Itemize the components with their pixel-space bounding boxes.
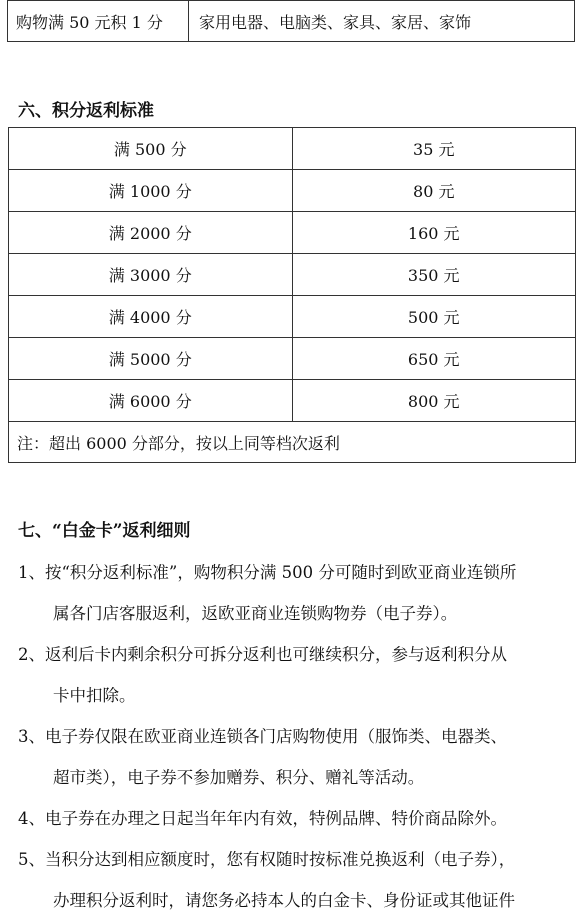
- threshold-cell: 满 5000 分: [9, 338, 293, 380]
- rule-item-line: 1、按“积分返利标准”，购物积分满 500 分可随时到欧亚商业连锁所: [18, 563, 517, 582]
- category-cell: 家用电器、电脑类、家具、家居、家饰: [189, 1, 575, 42]
- rule-item-line: 2、返利后卡内剩余积分可拆分返利也可继续积分，参与返利积分从: [18, 645, 507, 664]
- rule-item-line: 属各门店客服返利，返欧亚商业连锁购物券（电子券）。: [53, 604, 458, 623]
- rule-item-line: 5、当积分达到相应额度时，您有权随时按标准兑换返利（电子券），: [18, 850, 516, 869]
- table-row: [9, 254, 576, 296]
- rebate-cell: 350 元: [292, 254, 576, 296]
- table-row: [9, 296, 576, 338]
- rule-item-3: [18, 716, 574, 798]
- rule-item-1: [18, 552, 574, 634]
- rule-item-line: 卡中扣除。: [53, 686, 136, 705]
- points-rule-cell: 购物满 50 元积 1 分: [8, 1, 189, 42]
- rule-item-2: [18, 634, 574, 716]
- rule-item-line: 4、电子券在办理之日起当年年内有效，特例品牌、特价商品除外。: [18, 809, 507, 828]
- rebate-cell: 650 元: [292, 338, 576, 380]
- rebate-cell: 35 元: [292, 128, 576, 170]
- rule-item-line: 3、电子券仅限在欧亚商业连锁各门店购物使用（服饰类、电器类、: [18, 727, 507, 746]
- threshold-cell: 满 4000 分: [9, 296, 293, 338]
- threshold-cell: 满 2000 分: [9, 212, 293, 254]
- table-row: [9, 212, 576, 254]
- table-row: [8, 1, 575, 42]
- rebate-cell: 800 元: [292, 380, 576, 422]
- rebate-standard-table: [8, 127, 576, 463]
- threshold-cell: 满 6000 分: [9, 380, 293, 422]
- section-6-heading: 六、积分返利标准: [18, 101, 154, 121]
- threshold-cell: 满 3000 分: [9, 254, 293, 296]
- section-7-heading: 七、“白金卡”返利细则: [18, 521, 191, 541]
- rule-item-5: [18, 839, 574, 921]
- rebate-cell: 500 元: [292, 296, 576, 338]
- rule-item-4: [18, 798, 574, 839]
- table-note: 注：超出 6000 分部分，按以上同等档次返利: [9, 422, 576, 463]
- points-category-table: [7, 0, 575, 42]
- table-row: [9, 422, 576, 463]
- table-row: [9, 170, 576, 212]
- threshold-cell: 满 500 分: [9, 128, 293, 170]
- threshold-cell: 满 1000 分: [9, 170, 293, 212]
- rebate-cell: 160 元: [292, 212, 576, 254]
- rule-item-line: 超市类），电子券不参加赠券、积分、赠礼等活动。: [53, 768, 425, 787]
- table-row: [9, 338, 576, 380]
- rebate-cell: 80 元: [292, 170, 576, 212]
- rule-item-line: 办理积分返利时，请您务必持本人的白金卡、身份证或其他证件: [53, 891, 515, 910]
- table-row: [9, 380, 576, 422]
- table-row: [9, 128, 576, 170]
